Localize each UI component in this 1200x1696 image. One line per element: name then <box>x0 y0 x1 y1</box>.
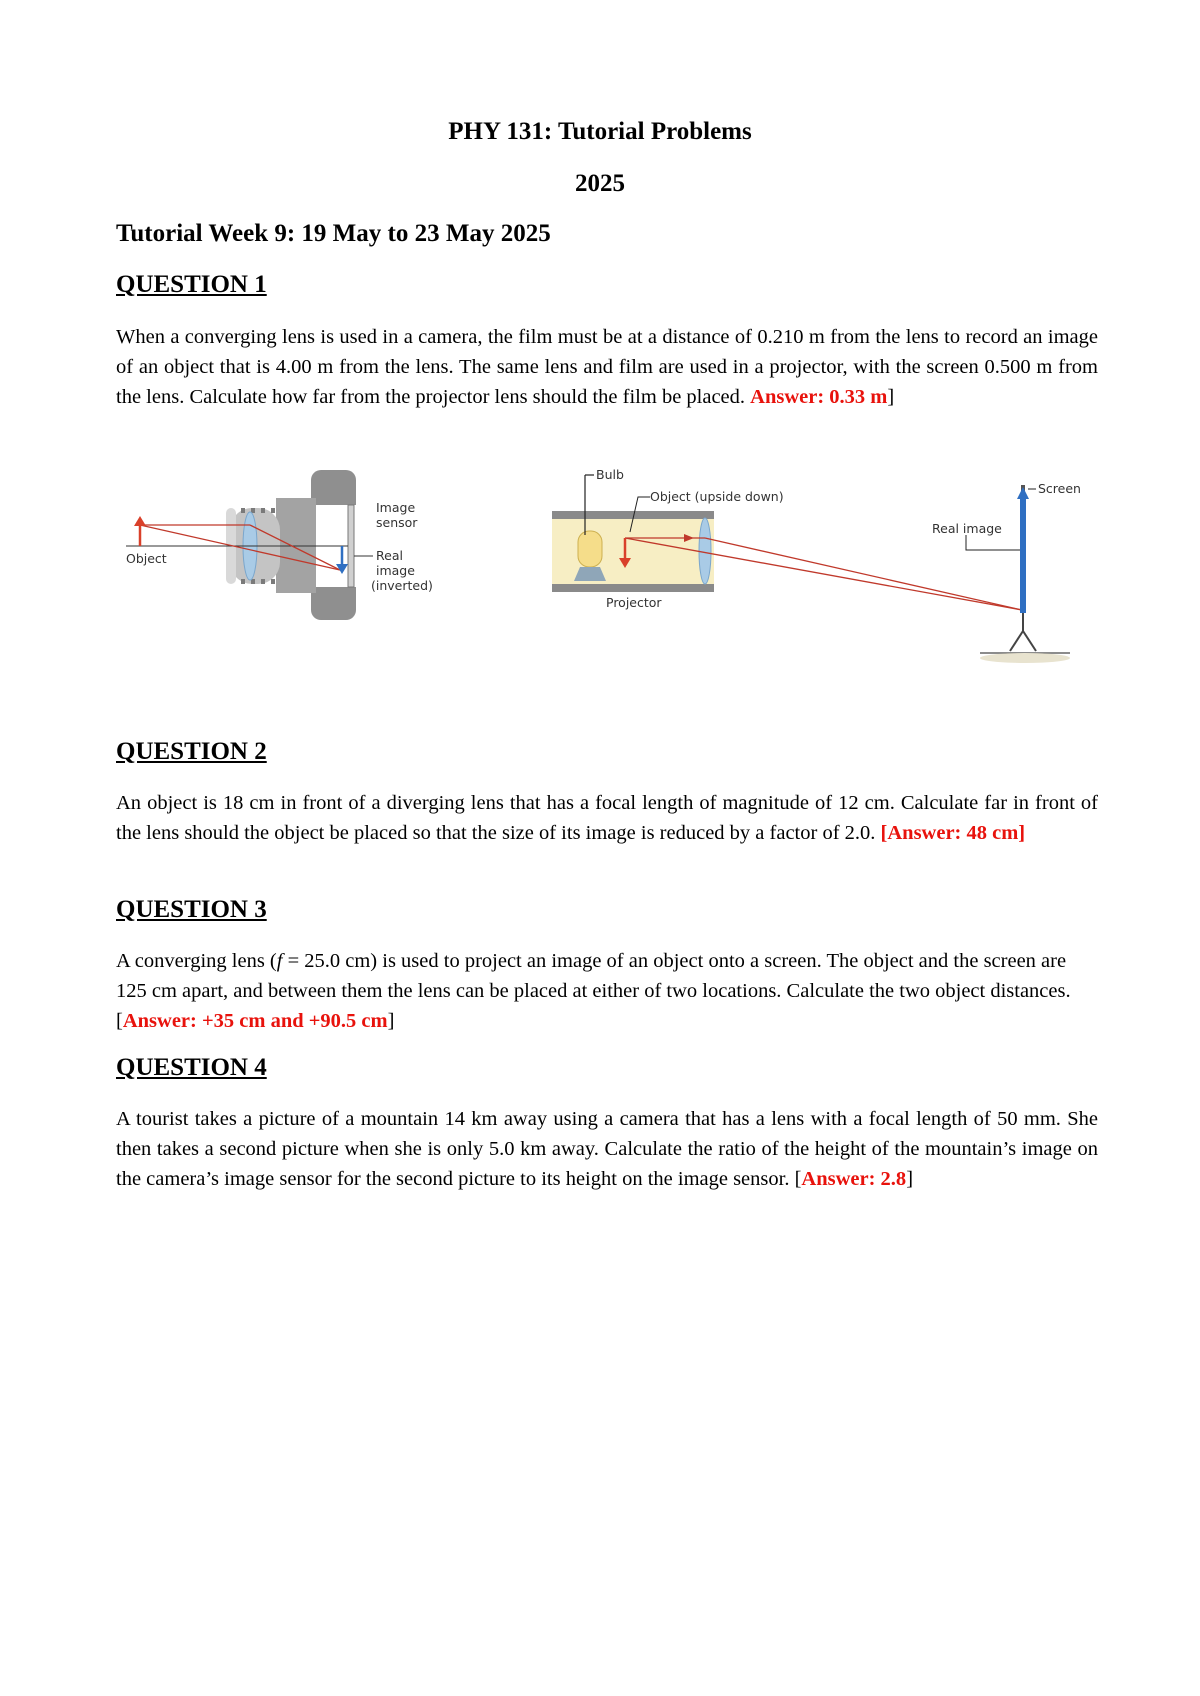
question-2-heading: QUESTION 2 <box>116 738 267 765</box>
focal-length-symbol: f <box>276 950 283 972</box>
question-1-close-bracket: ] <box>887 386 895 408</box>
tutorial-week: Tutorial Week 9: 19 May to 23 May 2025 <box>116 220 551 247</box>
question-3-open-bracket: [ <box>116 1010 123 1032</box>
bulb-label: Bulb <box>596 467 624 482</box>
real-image-arrowhead <box>1017 487 1029 499</box>
object-arrow <box>134 516 146 546</box>
object-upside-down-label: Object (upside down) <box>650 489 784 504</box>
question-3-text <box>116 946 1098 1036</box>
image-sensor-label-1: Image <box>376 500 416 515</box>
question-4-answer: Answer: 2.8 <box>801 1168 907 1190</box>
question-2-text <box>116 788 1098 848</box>
image-sensor-label-2: sensor <box>376 515 418 530</box>
question-4-text <box>116 1104 1098 1194</box>
projector-label: Projector <box>606 595 662 610</box>
question-2-answer: [Answer: 48 cm] <box>880 822 1026 844</box>
question-4-heading: QUESTION 4 <box>116 1054 267 1081</box>
real-image-label-2: image <box>376 563 415 578</box>
real-image-label: Real image <box>932 521 1002 536</box>
course-title: PHY 131: Tutorial Problems <box>448 118 752 145</box>
question-4-close-bracket: ] <box>906 1168 914 1190</box>
year-title: 2025 <box>575 170 625 197</box>
screen <box>980 485 1070 663</box>
question-4-body: A tourist takes a picture of a mountain 14 km away using a camera that has a lens with a focal length of 50 mm. She then takes a second picture when she is only 5.0 km away. Calculate the ratio of the height of the mountain’s image on the camera’s image sensor for the second picture to its height on the image sensor. <box>116 1108 1098 1190</box>
question-1-heading: QUESTION 1 <box>116 271 267 298</box>
projector-diagram <box>550 455 1090 685</box>
question-3-close-bracket: ] <box>387 1010 395 1032</box>
screen-label: Screen <box>1038 481 1081 496</box>
real-image-label-3: (inverted) <box>371 578 433 593</box>
question-1-text <box>116 322 1098 412</box>
question-3-body-before-f: A converging lens ( <box>116 950 277 972</box>
question-1-body: When a converging lens is used in a camera, the film must be at a distance of 0.210 m from the lens to record an image of an object that is 4.00 m from the lens. The same lens and film are used in a projector, with the screen 0.500 m from the lens. Calculate how far from the projector lens should the film be placed. <box>116 326 1098 408</box>
question-1-answer: Answer: 0.33 m <box>750 386 888 408</box>
projector-lens <box>699 518 711 584</box>
real-image-label-1: Real <box>376 548 403 563</box>
question-4-open-bracket: [ <box>794 1168 802 1190</box>
camera-diagram <box>126 460 433 630</box>
question-3-answer: Answer: +35 cm and +90.5 cm <box>122 1010 388 1032</box>
question-3-body-after-f: = 25.0 cm) is used to project an image of an object onto a screen. The object and the screen are 125 cm apart, and between them the lens can be placed at either of two locations. Calculate the two object distances. <box>116 950 1071 1002</box>
question-3-heading: QUESTION 3 <box>116 896 267 923</box>
real-image-leader-line <box>966 535 1020 550</box>
question-2-body: An object is 18 cm in front of a diverging lens that has a focal length of magnitude of 12 cm. Calculate far in front of the lens should the object be placed so that the size of its image is reduced by a factor of 2.0. <box>116 792 1098 844</box>
object-label: Object <box>126 551 167 566</box>
